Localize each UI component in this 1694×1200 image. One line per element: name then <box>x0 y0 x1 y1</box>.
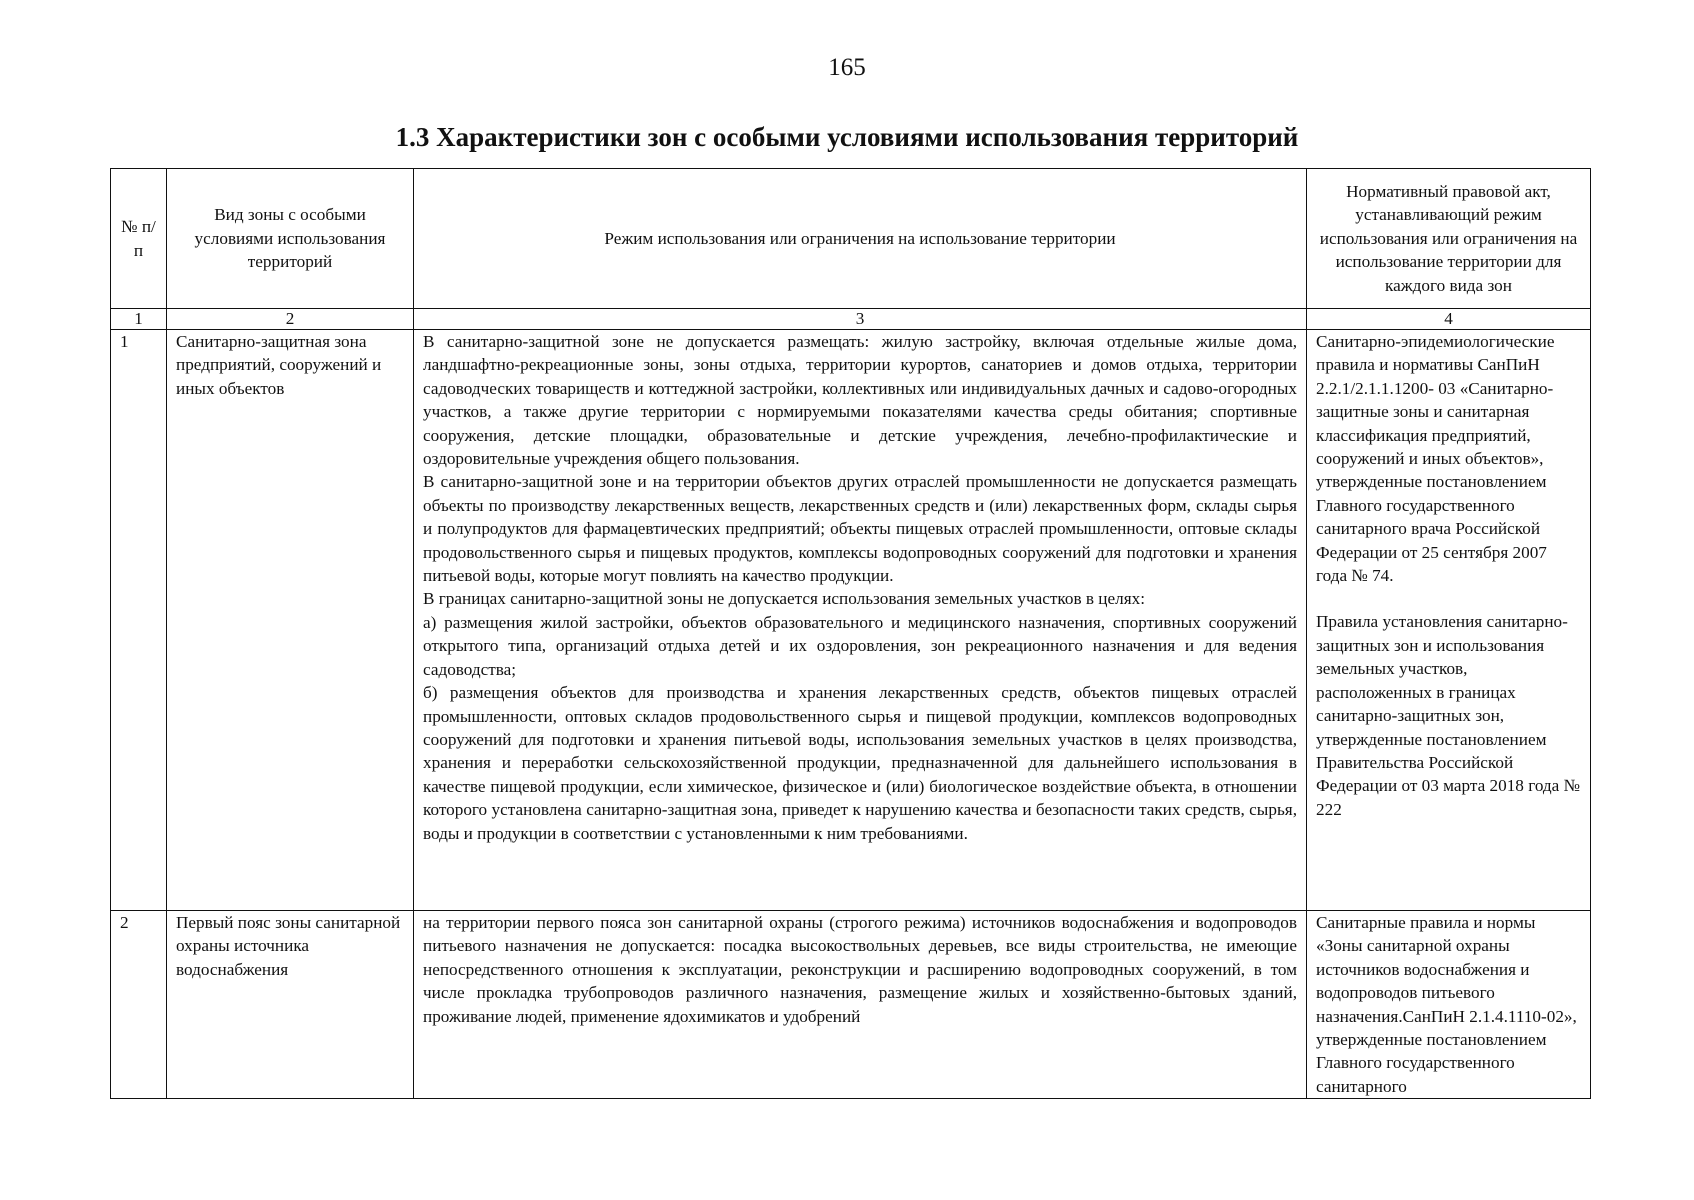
mode-paragraph: б) размещения объектов для производства и хранения лекарственных средств, объектов пищевых отраслей промышленности, оптовых складов продовольственного сырья и пищевой продукции, комплексов водопроводных сооружений для подготовки и хранения питьевой воды, использования земельных участков в целях производства, хранения и переработки сельскохозяйственной продукции, предназначенной для дальнейшего использования в качестве пищевой продукции, если химическое, физическое и (или) биологическое воздействие объекта, в отношении которого установлена санитарно-защитная зона, приведет к нарушению качества и безопасности таких средств, сырья, воды и продукции в соответствии с установленными к ним требованиями. <box>423 683 1297 843</box>
row-number: 2 <box>111 911 167 1099</box>
column-index: 4 <box>1307 309 1591 330</box>
zones-table <box>110 168 1591 1099</box>
mode-paragraph: В санитарно-защитной зоне и на территории объектов других отраслей промышленности не допускается размещать объекты по производству лекарственных веществ, лекарственных средств и (или) лекарственных форм, склады сырья и полупродуктов для фармацевтических предприятий; объекты пищевых отраслей промышленности, оптовые склады продовольственного сырья и пищевых продуктов, комплексы водопроводных сооружений для подготовки и хранения питьевой воды, которые могут повлиять на качество продукции. <box>423 472 1297 586</box>
column-index: 1 <box>111 309 167 330</box>
mode-paragraph: В границах санитарно-защитной зоны не допускается использования земельных участков в целях: <box>423 589 1145 609</box>
mode-paragraph: на территории первого пояса зон санитарной охраны (строгого режима) источников водоснабжения и водопроводов питьевого назначения не допускается: посадка высокоствольных деревьев, все виды строительства, не имеющие непосредственного отношения к эксплуатации, реконструкции и расширению водопроводных сооружений, в том числе прокладка трубопроводов различного назначения, размещение жилых и хозяйственно-бытовых зданий, проживание людей, применение ядохимикатов и удобрений <box>423 913 1297 1026</box>
column-index: 2 <box>167 309 414 330</box>
header-number: № п/п <box>111 169 167 309</box>
mode-paragraph: В санитарно-защитной зоне не допускается размещать: жилую застройку, включая отдельные жилые дома, ландшафтно-рекреационные зоны, зоны отдыха, территории курортов, санаториев и домов отдыха, территории садоводческих товариществ и коттеджной застройки, коллективных или индивидуальных дачных и садово-огородных участков, а также другие территории с нормируемыми показателями качества среды обитания; спортивные сооружения, детские площадки, образовательные и детские учреждения, лечебно-профилактические и оздоровительные учреждения общего пользования. <box>423 332 1297 469</box>
section-title: 1.3 Характеристики зон с особыми условиями использования территорий <box>395 122 1299 152</box>
zone-type-cell: Санитарно-защитная зона предприятий, сооружений и иных объектов <box>167 330 414 911</box>
page-number: 165 <box>828 54 866 81</box>
column-index: 3 <box>414 309 1307 330</box>
header-zone-type: Вид зоны с особыми условиями использования территорий <box>167 169 414 309</box>
usage-mode-cell <box>414 330 1307 911</box>
zone-type-cell: Первый пояс зоны санитарной охраны источника водоснабжения <box>167 911 414 1099</box>
usage-mode-cell <box>414 911 1307 1099</box>
legal-act-cell <box>1307 330 1591 911</box>
header-usage-mode: Режим использования или ограничения на использование территории <box>414 169 1307 309</box>
header-legal-act: Нормативный правовой акт, устанавливающий режим использования или ограничения на использование территории для каждого вида зон <box>1307 169 1591 309</box>
legal-act-cell <box>1307 911 1591 1099</box>
act-paragraph: Санитарные правила и нормы «Зоны санитарной охраны источников водоснабжения и водопроводов питьевого назначения.СанПиН 2.1.4.1110-02», утвержденные постановлением Главного государственного санитарного <box>1316 913 1577 1096</box>
column-index-row <box>111 309 1591 330</box>
row-number: 1 <box>111 330 167 911</box>
mode-paragraph: а) размещения жилой застройки, объектов образовательного и медицинского назначения, спортивных сооружений открытого типа, организаций отдыха детей и их оздоровления, зон рекреационного назначения и для ведения садоводства; <box>423 612 1297 679</box>
act-paragraph: Правила установления санитарно-защитных зон и использования земельных участков, расположенных в границах санитарно-защитных зон, утвержденные постановлением Правительства Российской Федерации от 03 марта 2018 года № 222 <box>1316 612 1580 819</box>
table-row <box>111 330 1591 911</box>
act-paragraph: Санитарно-эпидемиологические правила и нормативы СанПиН 2.2.1/2.1.1.1200- 03 «Санитарно-защитные зоны и санитарная классификация предприятий, сооружений и иных объектов», утвержденные постановлением Главного государственного санитарного врача Российской Федерации от 25 сентября 2007 года № 74. <box>1316 332 1555 586</box>
table-row <box>111 911 1591 1099</box>
